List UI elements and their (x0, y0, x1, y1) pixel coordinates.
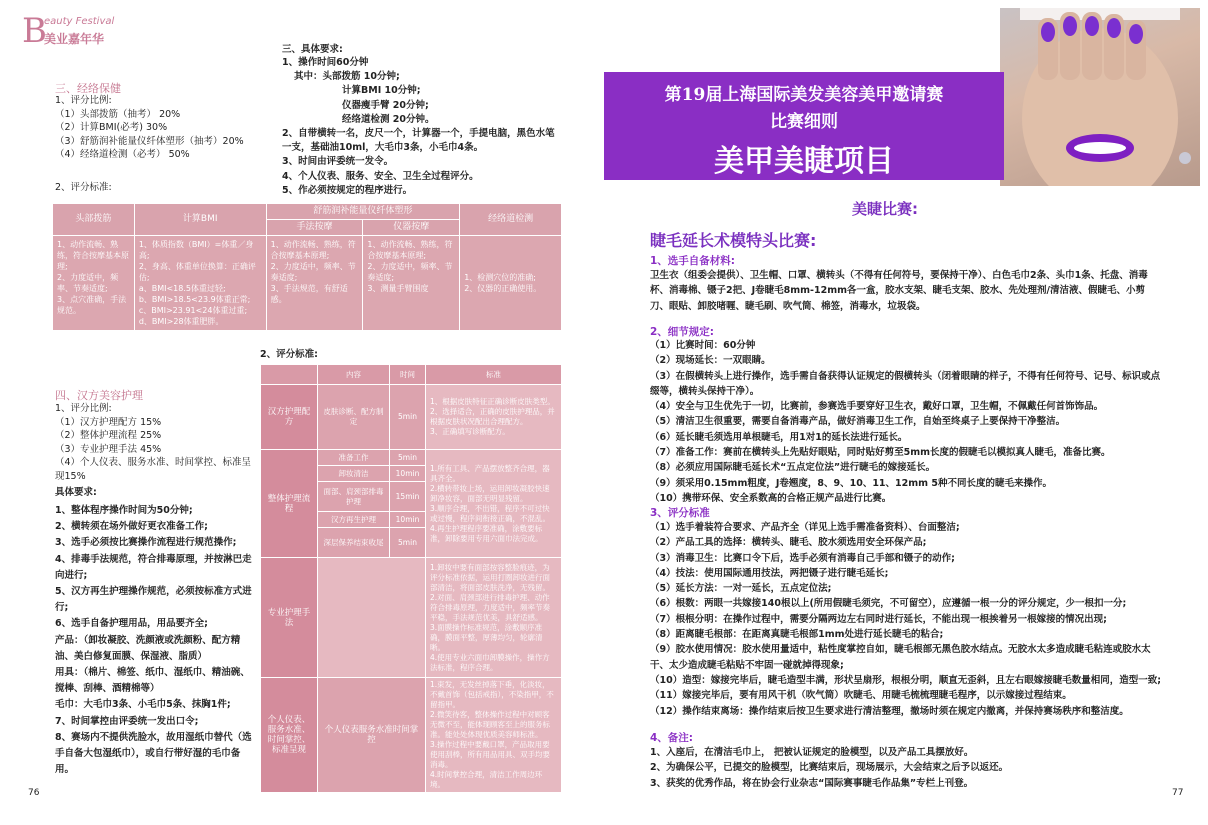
th-blank (261, 365, 318, 385)
s3-title: 3、评分标准 (650, 507, 710, 519)
s1-text: 卫生衣（组委会提供）、卫生帽、口罩、横转头（不得有任何符号，要保持干净）、白色毛巾2条、头巾1条、托盘、消毒杯、消毒棉、镊子2把、J卷睫毛8mm-12mm各一盒，胶水支架、睫毛支架、胶水、先处理剂/清洁液、假睫毛、小剪刀、眼贴、卸胶啫喱、睫毛刷、吹气筒、棉签，消毒水，垃圾袋。 (650, 270, 1148, 312)
th-bmi: 计算BMI (134, 204, 266, 236)
cell: 1、动作流畅、熟练，符合按摩基本原理; 2、力度适中，频率、节奏适度; 3、测量手臂围度 (363, 236, 460, 331)
process-time: 15min (390, 482, 426, 512)
subtitle: 睫毛延长术模特头比赛: (650, 231, 817, 250)
process-step: 汉方再生护理 (318, 512, 390, 528)
section-4-title: 四、汉方美容护理 (55, 389, 143, 402)
th-content: 内容 (318, 365, 390, 385)
process-time: 5min (390, 450, 426, 466)
technique-blank (318, 558, 426, 678)
formula-content: 皮肤诊断、配方制定 (318, 385, 390, 450)
logo-tagline: eauty Festival (44, 16, 115, 27)
banner-project-title: 美甲美睫项目 (714, 144, 894, 179)
th-manual: 手法按摩 (266, 220, 363, 236)
th-head: 头部拨筋 (53, 204, 135, 236)
process-time: 10min (390, 512, 426, 528)
section-title: 美睫比赛: (852, 200, 918, 218)
cell: 1、体质指数（BMI）=体重／身高; 2、身高、体重单位换算：正确评估; a、BMI<18.5体重过轻; b、BMI>18.5<23.9体重正常; c、BMI>23.91<24体重过重; d、BMI>28体重肥胖。 (134, 236, 266, 331)
logo-title: 美业嘉年华 (44, 32, 105, 46)
model-photo (1000, 8, 1200, 186)
section-3-title: 三、经络保健 (55, 82, 121, 95)
mid-standard-label: 2、评分标准: (260, 349, 318, 360)
process-step: 卸妆清洁 (318, 466, 390, 482)
th-device: 仪器按摩 (363, 220, 460, 236)
section-4-requirements: 1、整体程序操作时间为50分钟; 2、横转须在场外做好更衣准备工作; 3、选手必须按比赛操作流程进行规范操作; 4、排毒手法规范，符合排毒原理，并按淋巴走向进行; 5、汉方再生护理操作规范，必须按标准方式进行; 6、选手自备护理用品，用品要齐全; 产品：（卸妆凝胶、洗颜液或洗颜粉、配方精油、美白修复面膜、保湿液、脂质） 用具：（棉片、棉签、纸巾、湿纸巾、精油碗、搅棒、刮棒、酒精棉等） 毛巾：大毛巾3条、小毛巾5条、抹胸1件; 7、时间掌控由评委统一发出口令; 8、赛场内不提供洗脸水，故用湿纸巾替代（选手自备大包湿纸巾），或自行带好湿的毛巾备用。 (55, 505, 252, 776)
cell: 1、动作流畅、熟练，符合按摩基本原理; 2、力度适中，频率、节奏适度; 3、点穴准确，手法规范。 (53, 236, 135, 331)
care-score-table (260, 364, 562, 793)
section-4-req-title: 具体要求: (55, 487, 97, 498)
appearance-standard: 1.束发，无发丝掉落下垂，化淡妆，不戴首饰（包括戒指），不染指甲，不留指甲。 2.微笑待客，整体操作过程中对顾客无微不至，能体现顾客至上的服务标准。能处处体现优质美容师标准。 3.操作过程中要戴口罩，产品取用要使用刮棒，所有用品用具、双手均要消毒。 4.时间掌控合理，清洁工作周边环境。 (426, 678, 562, 793)
process-time: 5min (390, 528, 426, 558)
bmi-score-table (52, 203, 562, 331)
process-time: 10min (390, 466, 426, 482)
group-technique: 专业护理手法 (261, 558, 318, 678)
section-3-ratio: 1、评分比例: （1）头部拨筋（抽考） 20% （2）计算BMI(必考) 30% （3）舒筋润补能量仪纤体塑形（抽考）20% （4）经络道检测（必考） 50% (55, 95, 244, 160)
s2-list: （1）比赛时间：60分钟 （2）现场延长：一双眼睛。 （3）在假横转头上进行操作，选手需自备获得认证规定的假横转头（闭着眼睛的样子，不得有任何符号、记号、标识或点缀等，横转头保持干净）。 （4）安全与卫生优先于一切，比赛前，参赛选手要穿好卫生衣，戴好口罩，卫生帽，不佩戴任何首饰饰品。 （5）清洁卫生很重要，需要自备消毒产品，做好消毒卫生工作，自始至终桌子上要保持干净整洁。 （6）延长睫毛须选用单根睫毛，用1对1的延长法进行延长。 （7）准备工作：赛前在横转头上先贴好眼贴，同时贴好剪至5mm长度的假睫毛以模拟真人睫毛，准备比赛。 （8）必须应用国际睫毛延长术“五点定位法”进行睫毛的嫁接延长。 （9）须采用0.15mm粗度，J卷翘度，8、9、10、11、12mm 5种不同长度的睫毛来操作。 （10）携带环保、安全系数高的合格正规产品进行比赛。 (650, 340, 1161, 504)
s4-list: 1、入座后，在清洁毛巾上， 把被认证规定的脸模型，以及产品工具摆放好。 2、为确保公平，已提交的脸模型，比赛结束后，现场展示，大会结束之后予以返还。 3、获奖的优秀作品，将在协会行业杂志“国际赛事睫毛作品集”专栏上刊登。 (650, 747, 1009, 789)
title-banner (604, 72, 1004, 180)
th-time: 时间 (390, 365, 426, 385)
banner-event-title: 第19届上海国际美发美容美甲邀请赛 (664, 85, 944, 105)
s4-title: 4、备注: (650, 732, 694, 744)
process-step: 准备工作 (318, 450, 390, 466)
mid-requirements: 1、操作时间60分钟 其中：头部拨筋 10分钟; 计算BMI 10分钟; 仪器瘦手臂 20分钟; 经络道检测 20分钟。 2、自带横转一名，皮尺一个，计算器一个，手提电脑，黑色水笔一支，基础油10ml，大毛巾3条，小毛巾4条。 3、时间由评委统一发令。 4、个人仪表、服务、安全、卫生全过程评分。 5、作必须按规定的程序进行。 (282, 57, 555, 196)
process-standard: 1.所有工具、产品摆放整齐合理，器具齐全。 2.横转带妆上场，运用卸妆凝胶快速卸净妆容，面部无明显残留。 3.顺序合理，不出错，程序不可过快或过慢，程序间衔接正确，不混乱。 4.再生护理程序要准确，涂敷要标准，卸除要用专用六面巾法完成。 (426, 450, 562, 558)
model-face-illustration (1000, 8, 1200, 186)
logo-letter: B (22, 11, 47, 51)
group-appearance: 个人仪表、服务水准、时间掌控、标准呈现 (261, 678, 318, 793)
th-slim: 舒筋润补能量仪纤体塑形 (266, 204, 460, 220)
s3-list: （1）选手着装符合要求、产品齐全（详见上选手需准备资料）、台面整洁; （2）产品工具的选择：横转头、睫毛、胶水须选用安全环保产品; （3）消毒卫生：比赛口令下后，选手必须有消毒自己手部和镊子的动作; （4）技法：使用国际通用技法，两把镊子进行睫毛延长; （5）延长方法：一对一延长，五点定位法; （6）根数：两眼一共嫁接140根以上(所用假睫毛须完，不可留空），应遵循一根一分的评分规定，少一根扣一分; （7）根根分明：在操作过程中，需要分隔两边左右同时进行延长，不能出现一根挨着另一根嫁接的情况出现; （8）距离睫毛根部：在距离真睫毛根部1mm处进行延长睫毛的粘合; （9）胶水使用情况：胶水使用量适中，粘性度掌控自如，睫毛根部无黑色胶水结点。无胶水太多造成睫毛粘连或胶水太干、太少造成睫毛粘贴不牢固一碰就掉得现象; （10）造型：嫁接完毕后，睫毛造型丰满，形状呈扇形，根根分明，顺直无歪斜，且左右眼嫁接睫毛数量相同，造型一致; （11）嫁接完毕后，要有用风干机（吹气筒）吹睫毛、用睫毛梳梳理睫毛程序，以示嫁接过程结束。 （12）操作结束离场：操作结束后按卫生要求进行清洁整理，撤场时须在规定内撤离，并保持赛场秩序和整洁度。 (650, 522, 1162, 717)
page-number-left: 76 (28, 788, 40, 798)
group-formula: 汉方护理配方 (261, 385, 318, 450)
formula-time: 5min (390, 385, 426, 450)
cell: 1、检测穴位的准确; 2、仪器的正确使用。 (460, 236, 562, 331)
technique-standard: 1.卸妆中要有面部按容整脸痕迹，为评分标准依据，运用打圈卸妆进行面部清洁，将面部皮肤洗净，无残留。 2.对面、肩颈部进行排毒护理、动作符合排毒原理，力度适中，频率节奏平稳，手法规范优美，具舒适感。 3.面膜操作标准规范，涂敷顺序准确，膜面平整，厚薄均匀，轮廓清晰。 4.使用专业六面巾卸膜操作，操作方法标准，程序合理。 (426, 558, 562, 678)
mid-title: 三、具体要求: (282, 44, 343, 55)
banner-subtitle: 比赛细则 (770, 112, 838, 132)
cell: 1、动作流畅、熟练，符合按摩基本原理; 2、力度适中，频率、节奏适度; 3、手法规范，有舒适感。 (266, 236, 363, 331)
section-3-standard-label: 2、评分标准: (55, 182, 112, 193)
s2-title: 2、细节规定: (650, 326, 715, 338)
th-meridian: 经络道检测 (460, 204, 562, 236)
appearance-content: 个人仪表服务水准时间掌控 (318, 678, 426, 793)
process-step: 面部、肩颈部排毒护理 (318, 482, 390, 512)
formula-standard: 1、根据皮肤特征正确诊断皮肤类型。 2、选择适合，正确的皮肤护理品，并根据皮肤状况配出合理配方。 3、正确填写诊断配方。 (426, 385, 562, 450)
th-standard: 标准 (426, 365, 562, 385)
section-4-ratio: 1、评分比例: （1）汉方护理配方 15% （2）整体护理流程 25% （3）专业护理手法 45% （4）个人仪表、服务水准、时间掌控、标准呈现15% (55, 403, 252, 482)
page-number-right: 77 (1172, 788, 1184, 798)
s1-title: 1、选手自备材料: (650, 255, 736, 267)
process-step: 深层保养结束收尾 (318, 528, 390, 558)
group-process: 整体护理流程 (261, 450, 318, 558)
